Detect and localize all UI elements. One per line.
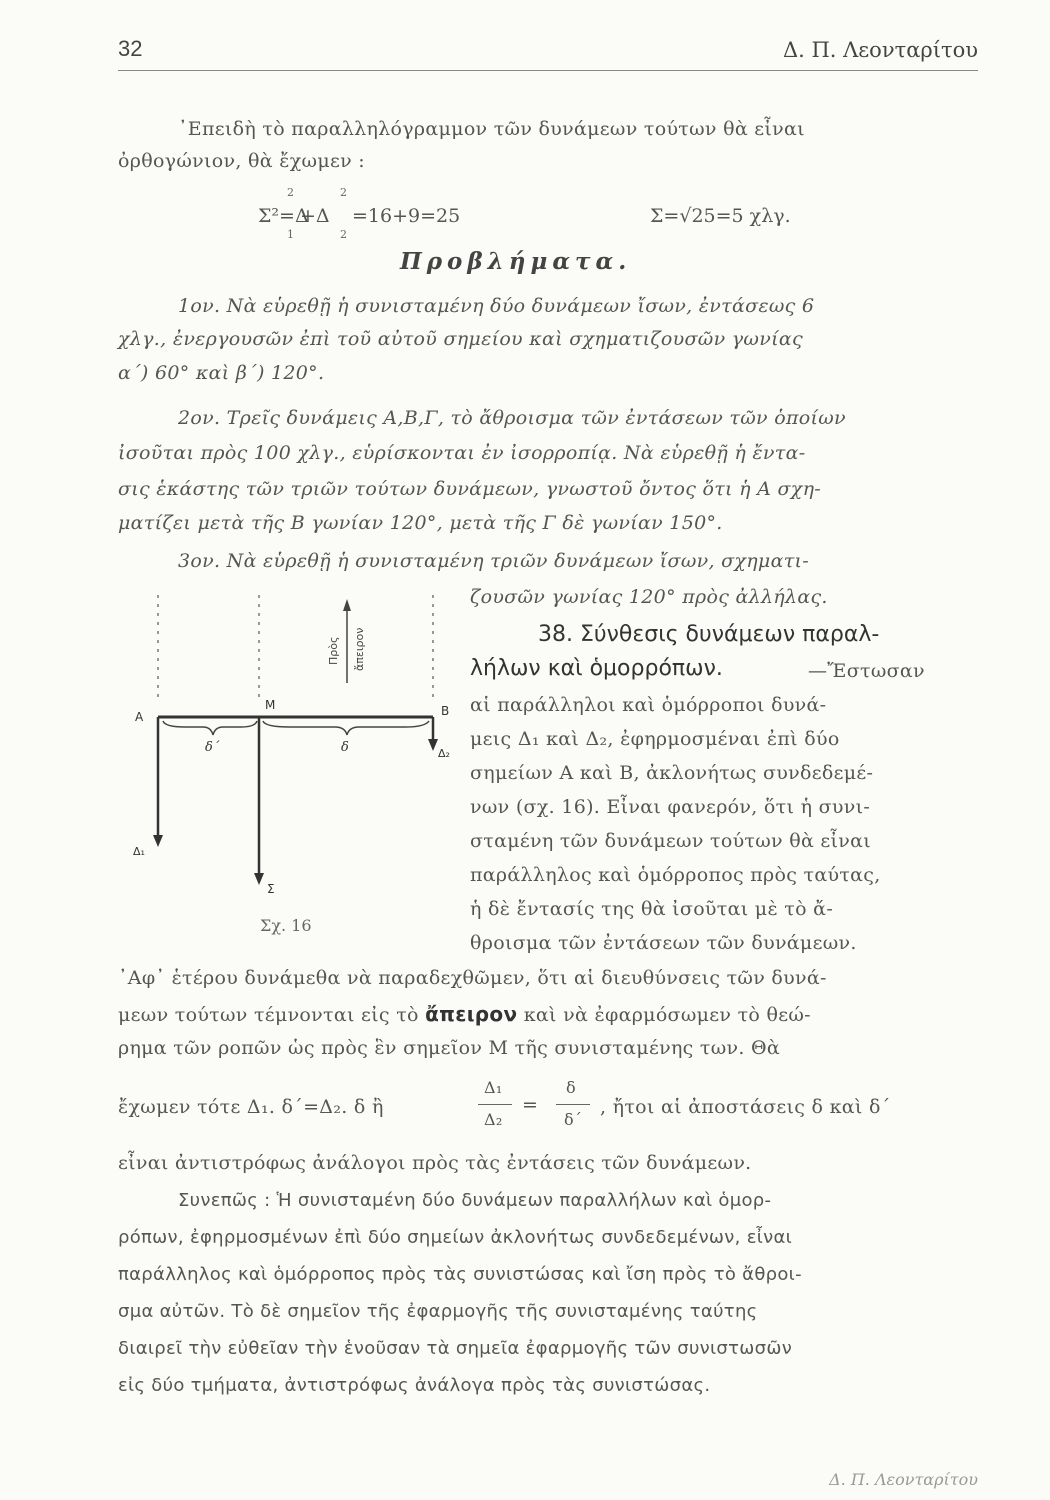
infinity-arrow-head — [343, 599, 351, 611]
section-title-line-1: 38. Σύνθεσις δυνάμεων παραλ- — [538, 622, 880, 647]
body-line-4: εἶναι ἀντιστρόφως ἀνάλογοι πρὸς τὰς ἐντάσεις τῶν δυνάμεων. — [118, 1152, 752, 1174]
eq-num-left: Δ₁ — [484, 1078, 503, 1097]
label-delta: δ — [341, 740, 349, 755]
formula-sub-b: 2 — [340, 228, 347, 241]
conclusion-line-3: παράλληλος καὶ ὁμόρροπος πρὸς τὰς συνιστώσας καὶ ἴση πρὸς τὸ ἄθροι- — [118, 1264, 802, 1285]
infinity-label-1: Πρὸς — [327, 636, 340, 665]
section-line-2: μεις Δ₁ καὶ Δ₂, ἐφηρμοσμέναι ἐπὶ δύο — [470, 728, 840, 750]
problem-1-line-3: α΄) 60° καὶ β΄) 120°. — [118, 362, 325, 384]
formula-rest: =16+9=25 — [352, 205, 461, 227]
equation-lead: ἔχωμεν τότε Δ₁. δ΄=Δ₂. δ ἢ — [118, 1096, 384, 1118]
label-b: Β — [441, 704, 450, 718]
figure-caption: Σχ. 16 — [260, 916, 312, 935]
eq-frac-bar-right — [556, 1104, 590, 1105]
label-sigma: Σ — [267, 882, 275, 896]
problem-1-line-2: χλγ., ἐνεργουσῶν ἐπὶ τοῦ αὐτοῦ σημείου καὶ σχηματιζουσῶν γωνίας — [118, 328, 803, 350]
eq-den-right: δ΄ — [564, 1110, 583, 1129]
body-line-2-emph: ἄπειρον — [425, 1002, 518, 1026]
problems-title: Προβλήματα. — [400, 248, 632, 275]
section-line-4: νων (σχ. 16). Εἶναι φανερόν, ὅτι ἡ συνι- — [470, 796, 871, 818]
intro-line-1: ᾽Επειδὴ τὸ παραλληλόγραμμον τῶν δυνάμεων τούτων θὰ εἶναι — [178, 118, 805, 140]
label-delta-prime: δ΄ — [205, 740, 220, 755]
conclusion-line-4: σμα αὐτῶν. Τὸ δὲ σημεῖον τῆς ἐφαρμογῆς τῆς συνισταμένης ταύτης — [118, 1301, 758, 1322]
label-d2: Δ₂ — [438, 747, 450, 760]
infinity-label-2: ἄπειρον — [353, 627, 366, 671]
label-a: Α — [135, 710, 144, 724]
equation-tail: , ἤτοι αἱ ἀποστάσεις δ καὶ δ΄ — [600, 1096, 891, 1118]
section-line-3: σημείων Α καὶ Β, ἀκλονήτως συνδεδεμέ- — [470, 762, 874, 784]
problem-2-line-4: ματίζει μετὰ τῆς Β γωνίαν 120°, μετὰ τῆς Γ δὲ γωνίαν 150°. — [118, 512, 723, 534]
section-line-0: —Ἔστωσαν — [808, 660, 925, 682]
vector-sigma-arrow — [254, 873, 264, 885]
vector-d1-arrow — [153, 835, 163, 847]
body-line-2c: καὶ νὰ ἐφαρμόσωμεν τὸ θεώ- — [523, 1004, 811, 1026]
conclusion-line-2: ρόπων, ἐφηρμοσμένων ἐπὶ δύο σημείων ἀκλονήτως συνδεδεμένων, εἶναι — [118, 1227, 793, 1248]
problem-3-line-2: ζουσῶν γωνίας 120° πρὸς ἀλλήλας. — [470, 586, 828, 608]
figure-16 — [125, 585, 460, 905]
eq-den-left: Δ₂ — [484, 1110, 503, 1129]
formula-sup-b: 2 — [340, 186, 347, 199]
brace-right — [263, 721, 429, 735]
intro-line-2: ὀρθογώνιον, θὰ ἔχωμεν : — [118, 150, 365, 172]
problem-2-line-3: σις ἑκάστης τῶν τριῶν τούτων δυνάμεων, γνωστοῦ ὄντος ὅτι ἡ Α σχη- — [118, 478, 822, 500]
section-line-6: παράλληλος καὶ ὁμόρροπος πρὸς ταύτας, — [470, 864, 881, 886]
footer-signature: Δ. Π. Λεονταρίτου — [829, 1470, 978, 1489]
formula-left: Σ²=Δ — [258, 205, 309, 227]
body-line-1: ᾽Αφ᾽ ἑτέρου δυνάμεθα νὰ παραδεχθῶμεν, ὅτι αἱ διευθύνσεις τῶν δυνά- — [118, 967, 827, 989]
formula-sub-a: 1 — [287, 228, 294, 241]
conclusion-line-6: εἰς δύο τμήματα, ἀντιστρόφως ἀνάλογα πρὸς τὰς συνιστώσας. — [118, 1375, 711, 1396]
label-m: Μ — [265, 698, 276, 712]
problem-3-line-1: 3ον. Νὰ εὑρεθῇ ἡ συνισταμένη τριῶν δυνάμεων ἴσων, σχηματι- — [178, 550, 809, 572]
header-rule — [118, 70, 978, 71]
formula-sup-a: 2 — [287, 186, 294, 199]
conclusion-line-5: διαιρεῖ τὴν εὐθεῖαν τὴν ἑνοῦσαν τὰ σημεῖα ἐφαρμογῆς τῶν συνιστωσῶν — [118, 1338, 793, 1359]
running-title: Δ. Π. Λεονταρίτου — [782, 38, 978, 62]
section-line-1: αἱ παράλληλοι καὶ ὁμόρροποι δυνά- — [470, 694, 827, 716]
problem-2-line-2: ἰσοῦται πρὸς 100 χλγ., εὑρίσκονται ἐν ἰσορροπίᾳ. Νὰ εὑρεθῇ ἡ ἔντα- — [118, 442, 806, 464]
eq-num-right: δ — [566, 1078, 576, 1097]
body-line-2a: μεων τούτων τέμνονται εἰς τὸ — [118, 1004, 419, 1026]
section-line-7: ἡ δὲ ἔντασίς της θὰ ἰσοῦται μὲ τὸ ἄ- — [470, 898, 834, 920]
eq-frac-bar-left — [478, 1104, 512, 1105]
section-line-5: σταμένη τῶν δυνάμεων τούτων θὰ εἶναι — [470, 830, 872, 852]
problem-2-line-1: 2ον. Τρεῖς δυνάμεις Α,Β,Γ, τὸ ἄθροισμα τῶν ἐντάσεων τῶν ὁποίων — [178, 407, 846, 429]
formula-plus: +Δ — [300, 205, 330, 227]
eq-equals: = — [522, 1094, 539, 1116]
problem-1-line-1: 1ον. Νὰ εὑρεθῇ ἡ συνισταμένη δύο δυνάμεων ἴσων, ἐντάσεως 6 — [178, 295, 815, 317]
page-number: 32 — [118, 36, 143, 61]
section-line-8: θροισμα τῶν ἐντάσεων τῶν δυνάμεων. — [470, 932, 857, 954]
label-d1: Δ₁ — [133, 845, 145, 858]
vector-d2-arrow — [428, 739, 438, 751]
conclusion-line-1: Συνεπῶς : Ἡ συνισταμένη δύο δυνάμεων παραλλήλων καὶ ὁμορ- — [178, 1190, 772, 1211]
body-line-2 — [118, 1002, 811, 1026]
brace-left — [163, 721, 257, 735]
section-title-line-2: λήλων καὶ ὁμορρόπων. — [470, 656, 723, 681]
formula-sqrt: Σ=√25=5 χλγ. — [650, 205, 791, 227]
body-line-3: ρημα τῶν ροπῶν ὡς πρὸς ἓν σημεῖον Μ τῆς συνισταμένης των. Θὰ — [118, 1037, 781, 1059]
